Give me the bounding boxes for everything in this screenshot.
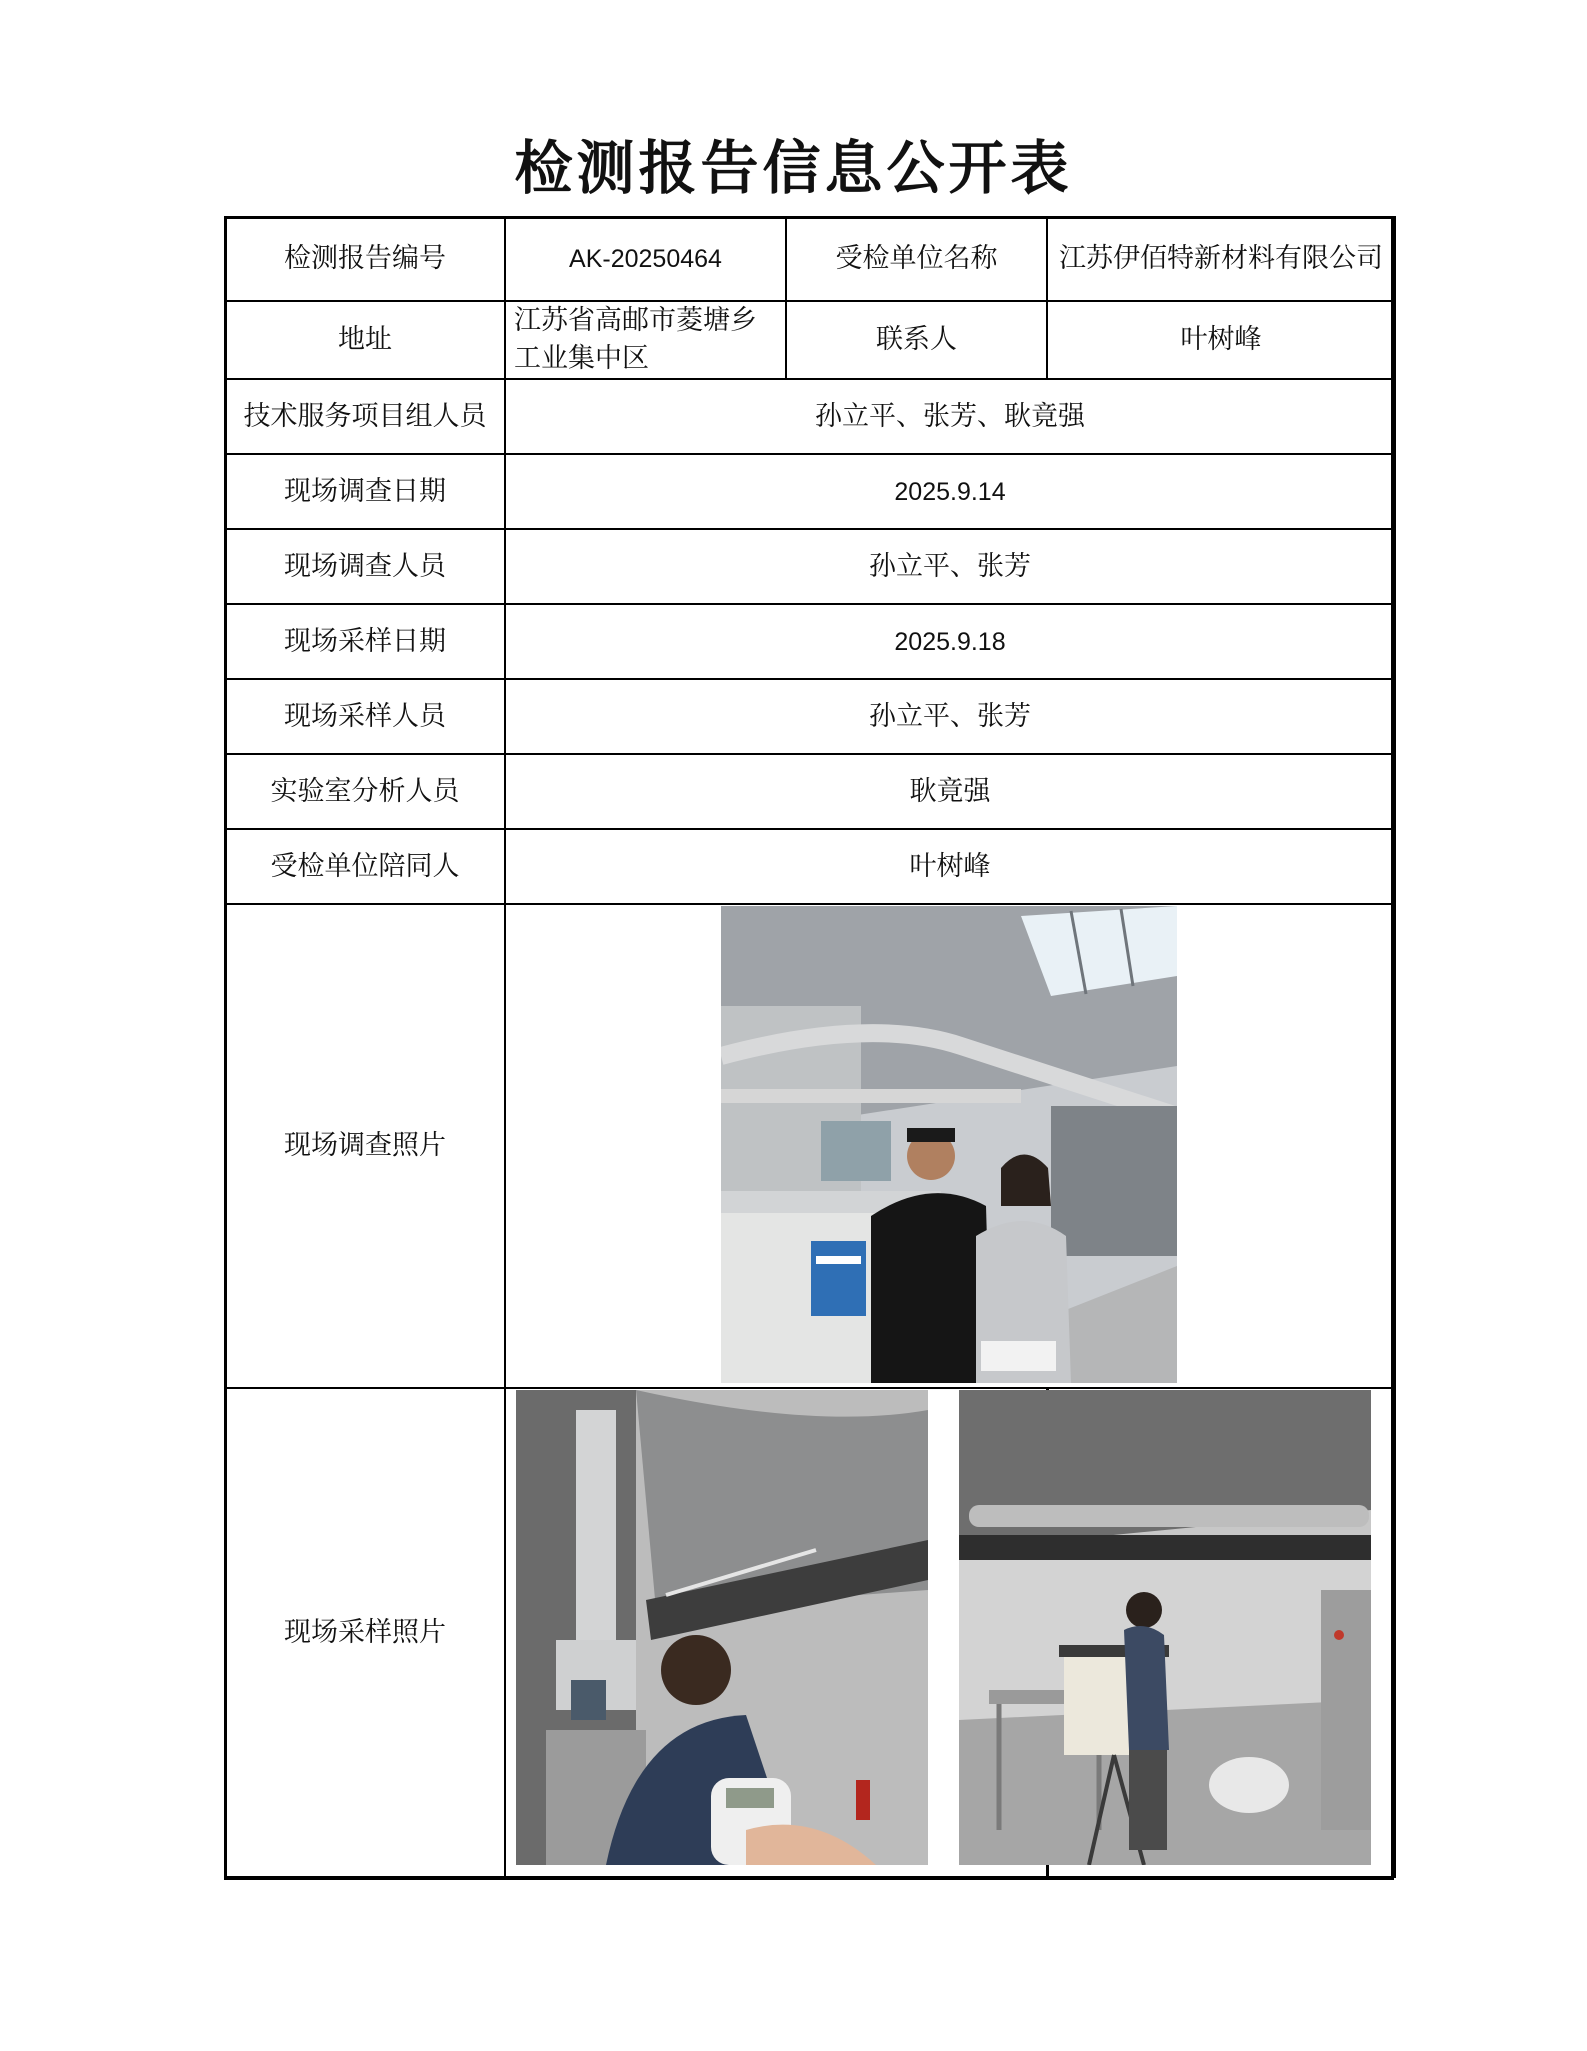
- sampling-date-label: 现场采样日期: [225, 604, 505, 679]
- sampling-photo-1: [516, 1390, 928, 1865]
- unit-value: 江苏伊佰特新材料有限公司: [1047, 217, 1395, 301]
- page-title: 检测报告信息公开表: [514, 134, 1073, 202]
- team-label: 技术服务项目组人员: [225, 379, 505, 454]
- report-no-label: 检测报告编号: [225, 217, 505, 301]
- contact-value: 叶树峰: [1047, 301, 1395, 379]
- escort-value: 叶树峰: [505, 829, 1395, 904]
- sampling-date-value: 2025.9.18: [505, 604, 1395, 679]
- survey-date-label: 现场调查日期: [225, 454, 505, 529]
- lab-label: 实验室分析人员: [225, 754, 505, 829]
- survey-staff-value: 孙立平、张芳: [505, 529, 1395, 604]
- survey-photo: [721, 906, 1177, 1383]
- escort-label: 受检单位陪同人: [225, 829, 505, 904]
- contact-label: 联系人: [786, 301, 1047, 379]
- sampling-staff-label: 现场采样人员: [225, 679, 505, 754]
- survey-staff-label: 现场调查人员: [225, 529, 505, 604]
- survey-date-value: 2025.9.14: [505, 454, 1395, 529]
- sampling-photo-label: 现场采样照片: [225, 1388, 505, 1877]
- address-value: 江苏省高邮市菱塘乡工业集中区: [505, 301, 786, 379]
- team-value: 孙立平、张芳、耿竟强: [505, 379, 1395, 454]
- report-no-value: AK-20250464: [505, 217, 786, 301]
- lab-value: 耿竟强: [505, 754, 1395, 829]
- survey-photo-label: 现场调查照片: [225, 904, 505, 1388]
- unit-label: 受检单位名称: [786, 217, 1047, 301]
- sampling-staff-value: 孙立平、张芳: [505, 679, 1395, 754]
- sampling-photo-2: [959, 1390, 1371, 1865]
- address-label: 地址: [225, 301, 505, 379]
